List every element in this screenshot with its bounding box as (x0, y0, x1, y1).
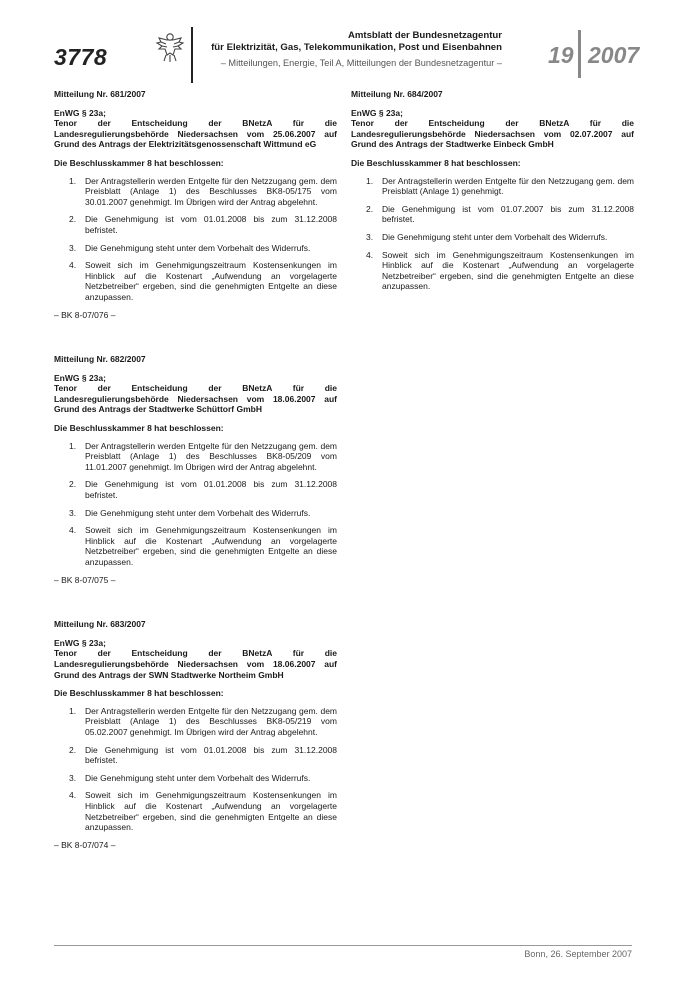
decision-item (351, 204, 634, 225)
decision-list (54, 706, 337, 833)
notice-law: EnWG § 23a; (351, 107, 403, 118)
decision-item (54, 214, 337, 235)
notice-law: EnWG § 23a; (54, 372, 106, 383)
item-text: Der Antragstellerin werden Entgelte für den Netzzugang gem. dem Preisblatt (Anlage 1) des Beschlusses BK8-05/175 vom 30.01.2007 genehmigt. Im Übrigen wird der Antrag abgelehnt. (85, 175, 337, 207)
item-number: 1. (69, 175, 77, 186)
item-text: Soweit sich im Genehmigungszeitraum Kostensenkungen im Hinblick auf die Kostenart „Aufwendung an vorgelagerte Netzbetreiber“ ergeben, sind die genehmigten Entgelte an diese anzupassen. (382, 249, 634, 292)
item-number: 2. (366, 203, 374, 214)
item-number: 4. (69, 525, 77, 536)
notice-law: EnWG § 23a; (54, 107, 106, 118)
notice-tenor: Tenor der Entscheidung der BNetzA für die Landesregulierungsbehörde Niedersachsen vom 18.06.2007 auf Grund des Antrags der SWN Stadtwerke Northeim GmbH (54, 648, 337, 680)
notice-681 (54, 89, 337, 320)
notice-tenor: Tenor der Entscheidung der BNetzA für die Landesregulierungsbehörde Niedersachsen vom 18.06.2007 auf Grund des Antrags der Stadtwerke Schüttorf GmbH (54, 383, 337, 415)
notice-tenor: Tenor der Entscheidung der BNetzA für die Landesregulierungsbehörde Niedersachsen vom 25.06.2007 auf Grund des Antrags der Elektrizitätsgenossenschaft Wittmund eG (54, 118, 337, 150)
notice-title: Mitteilung Nr. 683/2007 (54, 619, 146, 630)
item-text: Der Antragstellerin werden Entgelte für den Netzzugang gem. dem Preisblatt (Anlage 1) des Beschlusses BK8-05/219 vom 05.02.2007 genehmigt. Im Übrigen wird der Antrag abgelehnt. (85, 705, 337, 737)
notice-chamber: Die Beschlusskammer 8 hat beschlossen: (54, 157, 224, 168)
notice-reference: – BK 8-07/075 – (54, 574, 116, 585)
item-text: Die Genehmigung ist vom 01.01.2008 bis zum 31.12.2008 befristet. (85, 744, 337, 766)
item-text: Soweit sich im Genehmigungszeitraum Kostensenkungen im Hinblick auf die Kostenart „Aufwendung an vorgelagerte Netzbetreiber“ ergeben, sind die genehmigten Entgelte an diese anzupassen. (85, 525, 337, 567)
notice-title: Mitteilung Nr. 681/2007 (54, 89, 146, 99)
left-column (54, 89, 337, 850)
decision-item (54, 260, 337, 302)
decision-item (54, 790, 337, 832)
item-text: Soweit sich im Genehmigungszeitraum Kostensenkungen im Hinblick auf die Kostenart „Aufwendung an vorgelagerte Netzbetreiber“ ergeben, sind die genehmigten Entgelte an diese anzupassen. (85, 260, 337, 302)
item-text: Die Genehmigung ist vom 01.07.2007 bis zum 31.12.2008 befristet. (382, 203, 634, 225)
notice-chamber: Die Beschlusskammer 8 hat beschlossen: (54, 423, 224, 434)
item-number: 3. (69, 242, 77, 253)
notice-684 (351, 89, 634, 292)
notice-law: EnWG § 23a; (54, 637, 106, 648)
footer-divider (54, 945, 632, 946)
decision-list (351, 176, 634, 292)
notice-chamber: Die Beschlusskammer 8 hat beschlossen: (54, 688, 224, 699)
decision-item (351, 176, 634, 197)
decision-item (54, 706, 337, 738)
item-number: 3. (366, 231, 374, 242)
item-number: 3. (69, 507, 77, 518)
item-number: 1. (366, 175, 374, 186)
decision-item (54, 508, 337, 519)
item-number: 2. (69, 744, 77, 755)
decision-item (54, 176, 337, 208)
item-number: 2. (69, 479, 77, 490)
decision-list (54, 176, 337, 303)
page-number: 3778 (54, 44, 108, 70)
item-number: 4. (69, 790, 77, 801)
notice-682 (54, 354, 337, 585)
item-text: Die Genehmigung ist vom 01.01.2008 bis zum 31.12.2008 befristet. (85, 479, 337, 501)
item-number: 4. (69, 260, 77, 271)
item-text: Der Antragstellerin werden Entgelte für den Netzzugang gem. dem Preisblatt (Anlage 1) genehmigt. (382, 175, 634, 197)
decision-item (54, 745, 337, 766)
item-number: 1. (69, 440, 77, 451)
notice-title: Mitteilung Nr. 682/2007 (54, 354, 146, 365)
item-text: Die Genehmigung steht unter dem Vorbehalt des Widerrufs. (85, 772, 311, 783)
issue-number: 19 (548, 42, 574, 68)
item-text: Die Genehmigung steht unter dem Vorbehalt des Widerrufs. (85, 242, 311, 253)
decision-item (54, 441, 337, 473)
item-text: Soweit sich im Genehmigungszeitraum Kostensenkungen im Hinblick auf die Kostenart „Aufwendung an vorgelagerte Netzbetreiber“ ergeben, sind die genehmigten Entgelte an diese anzupassen. (85, 790, 337, 833)
footer-date: Bonn, 26. September 2007 (524, 949, 632, 959)
journal-title-line1: Amtsblatt der Bundesnetzagentur (347, 30, 502, 41)
item-number: 3. (69, 772, 77, 783)
decision-item (54, 773, 337, 784)
journal-header (150, 30, 502, 70)
item-number: 4. (366, 249, 374, 260)
decision-item (54, 525, 337, 567)
notice-683 (54, 619, 337, 850)
issue-divider (578, 30, 581, 78)
journal-title-line2: für Elektrizität, Gas, Telekommunikation, Post und Eisenbahnen (211, 42, 502, 53)
item-text: Die Genehmigung steht unter dem Vorbehalt des Widerrufs. (85, 507, 311, 518)
decision-item (351, 232, 634, 243)
journal-subtitle: – Mitteilungen, Energie, Teil A, Mitteilungen der Bundesnetzagentur – (220, 58, 502, 68)
decision-item (54, 243, 337, 254)
notice-chamber: Die Beschlusskammer 8 hat beschlossen: (351, 157, 521, 168)
right-column (351, 89, 634, 299)
notice-reference: – BK 8-07/076 – (54, 309, 116, 320)
decision-item (54, 479, 337, 500)
item-number: 1. (69, 705, 77, 716)
item-text: Die Genehmigung ist vom 01.01.2008 bis zum 31.12.2008 befristet. (85, 214, 337, 235)
notice-reference: – BK 8-07/074 – (54, 839, 116, 850)
decision-list (54, 441, 337, 568)
item-text: Die Genehmigung steht unter dem Vorbehalt des Widerrufs. (382, 231, 608, 242)
notice-tenor: Tenor der Entscheidung der BNetzA für die Landesregulierungsbehörde Niedersachsen vom 02.07.2007 auf Grund des Antrags der Stadtwerke Einbeck GmbH (351, 118, 634, 150)
issue-year: 2007 (588, 42, 640, 68)
notice-title: Mitteilung Nr. 684/2007 (351, 89, 443, 99)
item-number: 2. (69, 214, 77, 225)
item-text: Der Antragstellerin werden Entgelte für den Netzzugang gem. dem Preisblatt (Anlage 1) des Beschlusses BK8-05/209 vom 11.01.2007 genehmigt. Im Übrigen wird der Antrag abgelehnt. (85, 440, 337, 472)
decision-item (351, 250, 634, 292)
